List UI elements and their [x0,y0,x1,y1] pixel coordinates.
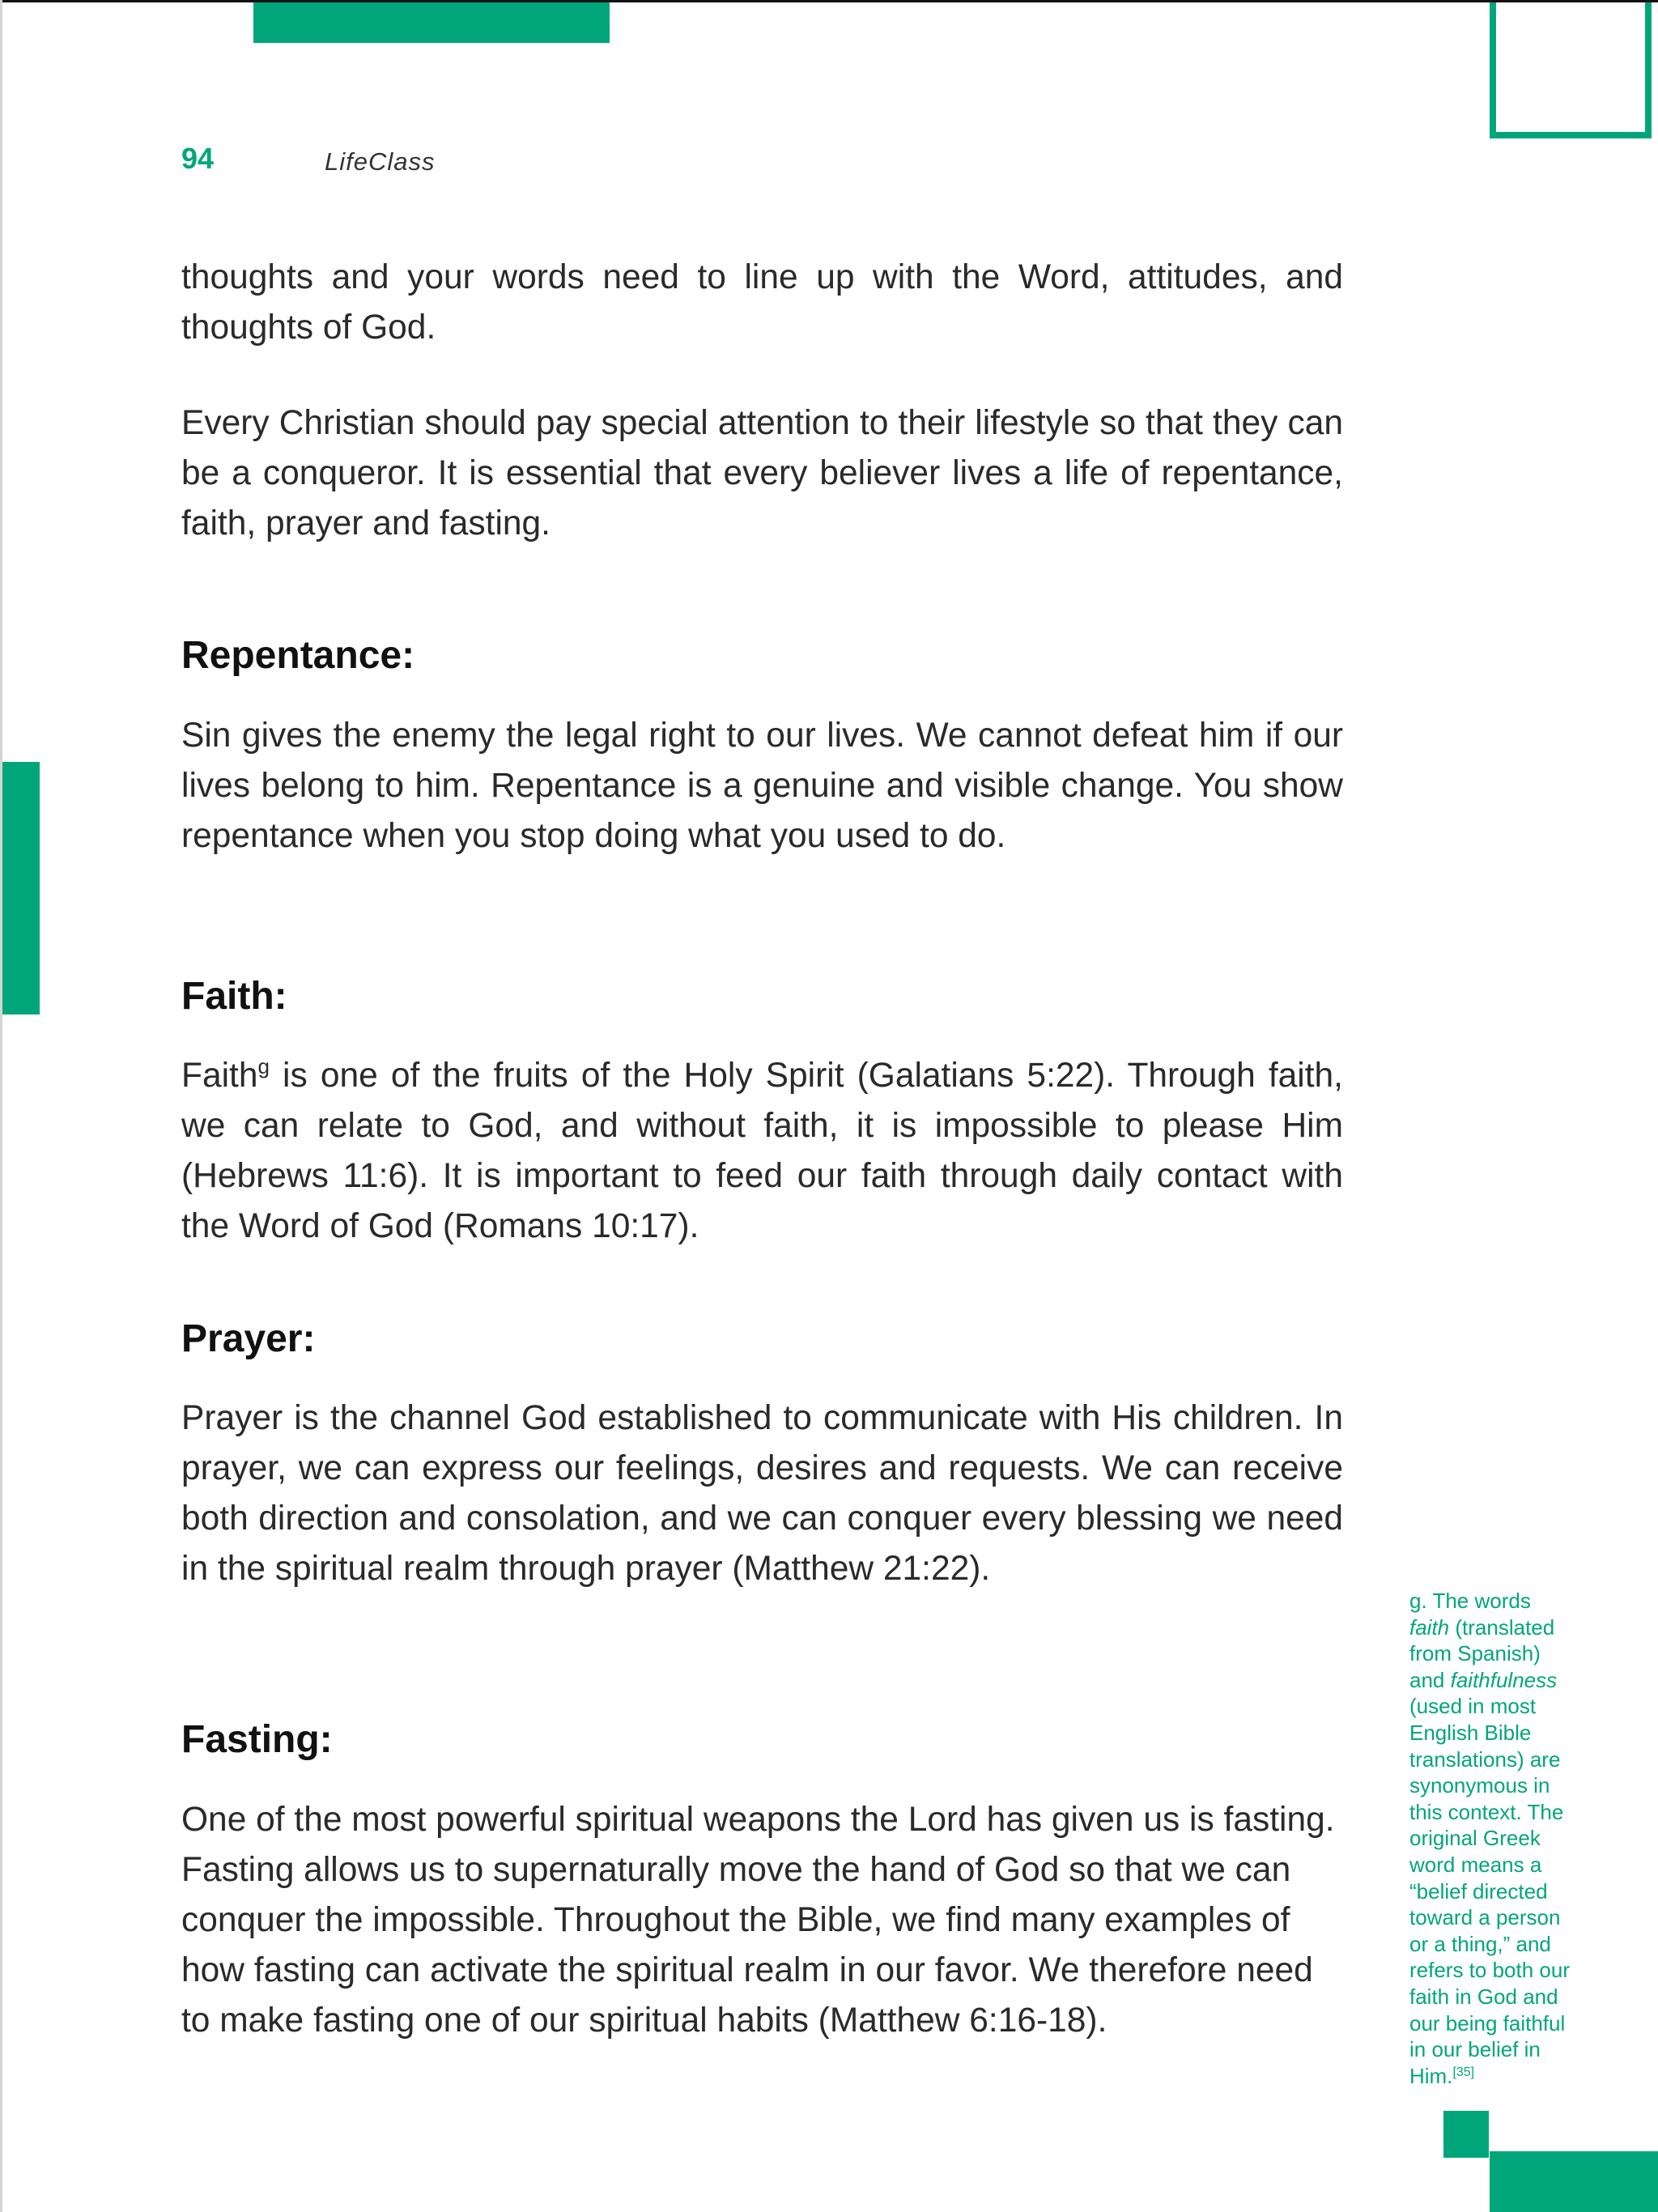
fasting-body-wrap [181,1795,1343,2046]
prayer-paragraph: Prayer is the channel God established to communicate with His children. In prayer, we can express our feelings, desires and requests. We can receive both direction and consolation, and we can conquer every blessing we need in the spiritual realm through prayer (Matthew 21:22). [181,1399,1343,1588]
repentance-section [181,632,1343,680]
faith-word: Faith [181,1057,258,1095]
intro-section [181,253,1343,353]
sidenote-line: and faithfulness [1409,1667,1558,1692]
sidenote-line: Him.[35] [1409,2063,1475,2088]
corner-accent-box [1490,2,1652,138]
repentance-heading: Repentance: [181,634,415,677]
footer-accent-square-large [1490,2151,1658,2212]
page-left-border [0,0,2,2212]
sidenote-line: toward a person [1409,1905,1561,1930]
repentance-paragraph: Sin gives the enemy the legal right to our lives. We cannot defeat him if our lives belong to him. Repentance is a genuine and visible change. You show repentance when you stop doing what you used to do. [181,717,1343,855]
sidenote-line: synonymous in [1409,1773,1550,1798]
sidenote-line: “belief directed [1409,1878,1548,1904]
sidenote-line: refers to both our [1409,1958,1570,1983]
prayer-section [181,1315,1343,1363]
sidenote-line: (used in most [1409,1694,1537,1719]
sidenote-line: faith (translated [1409,1614,1555,1640]
fasting-heading: Fasting: [181,1718,333,1761]
sidenote-line: word means a [1409,1852,1542,1877]
sidenote-line: faith in God and [1409,1984,1558,2009]
sidenote-line: g. The words [1409,1589,1531,1613]
running-title: LifeClass [325,147,436,176]
sidenote-reference: [35] [1452,2065,1475,2079]
sidenote-line: from Spanish) [1409,1641,1541,1666]
faith-text: is one of the fruits of the Holy Spirit (Galatians 5:22). Through faith, we can relate to God, and without faith, it is impossible to please Him (Hebrews 11:6). It is important to feed our faith through daily contact with the Word of God (Romans 10:17). [181,1057,1343,1245]
intro-paragraph-1: thoughts and your words need to line up with the Word, attitudes, and thoughts of God. [181,258,1343,347]
footnote-marker[interactable]: g [257,1054,270,1078]
prayer-heading: Prayer: [181,1317,316,1360]
side-accent-bar [2,762,40,1015]
sidenote-line: English Bible [1409,1720,1532,1745]
sidenote-line: or a thing,” and [1409,1931,1551,1956]
sidenote-line: translations) are [1409,1746,1561,1772]
faith-body-wrap [181,1051,1343,1252]
fasting-section [181,1716,1343,1764]
sidenote-line: original Greek [1409,1826,1541,1851]
sidenote-line: in our belief in [1409,2037,1541,2062]
faith-paragraph [181,1051,1343,1252]
repentance-body-wrap [181,711,1343,861]
sidenote-line: our being faithful [1409,2010,1566,2035]
top-accent-tab [253,2,610,43]
prayer-body-wrap [181,1393,1343,1594]
fasting-paragraph: One of the most powerful spiritual weapons the Lord has given us is fasting. Fasting allows us to supernaturally move the hand of God so that we can conquer the impossible. Throughout the Bible, we find many examples of how fasting can activate the spiritual realm in our favor. We therefore need to make fasting one of our spiritual habits (Matthew 6:16-18). [181,1801,1335,2040]
page-top-border [0,0,1658,2]
faith-heading: Faith: [181,975,287,1018]
intro-section-2 [181,398,1343,549]
sidenote-footnote-g [1409,1588,1604,2089]
intro-paragraph-2: Every Christian should pay special attention to their lifestyle so that they can be a conqueror. It is essential that every believer lives a life of repentance, faith, prayer and fasting. [181,404,1343,542]
faith-section [181,972,1343,1021]
page-number: 94 [181,142,215,175]
sidenote-line: this context. The [1409,1799,1564,1824]
footer-accent-square-small [1443,2111,1489,2158]
